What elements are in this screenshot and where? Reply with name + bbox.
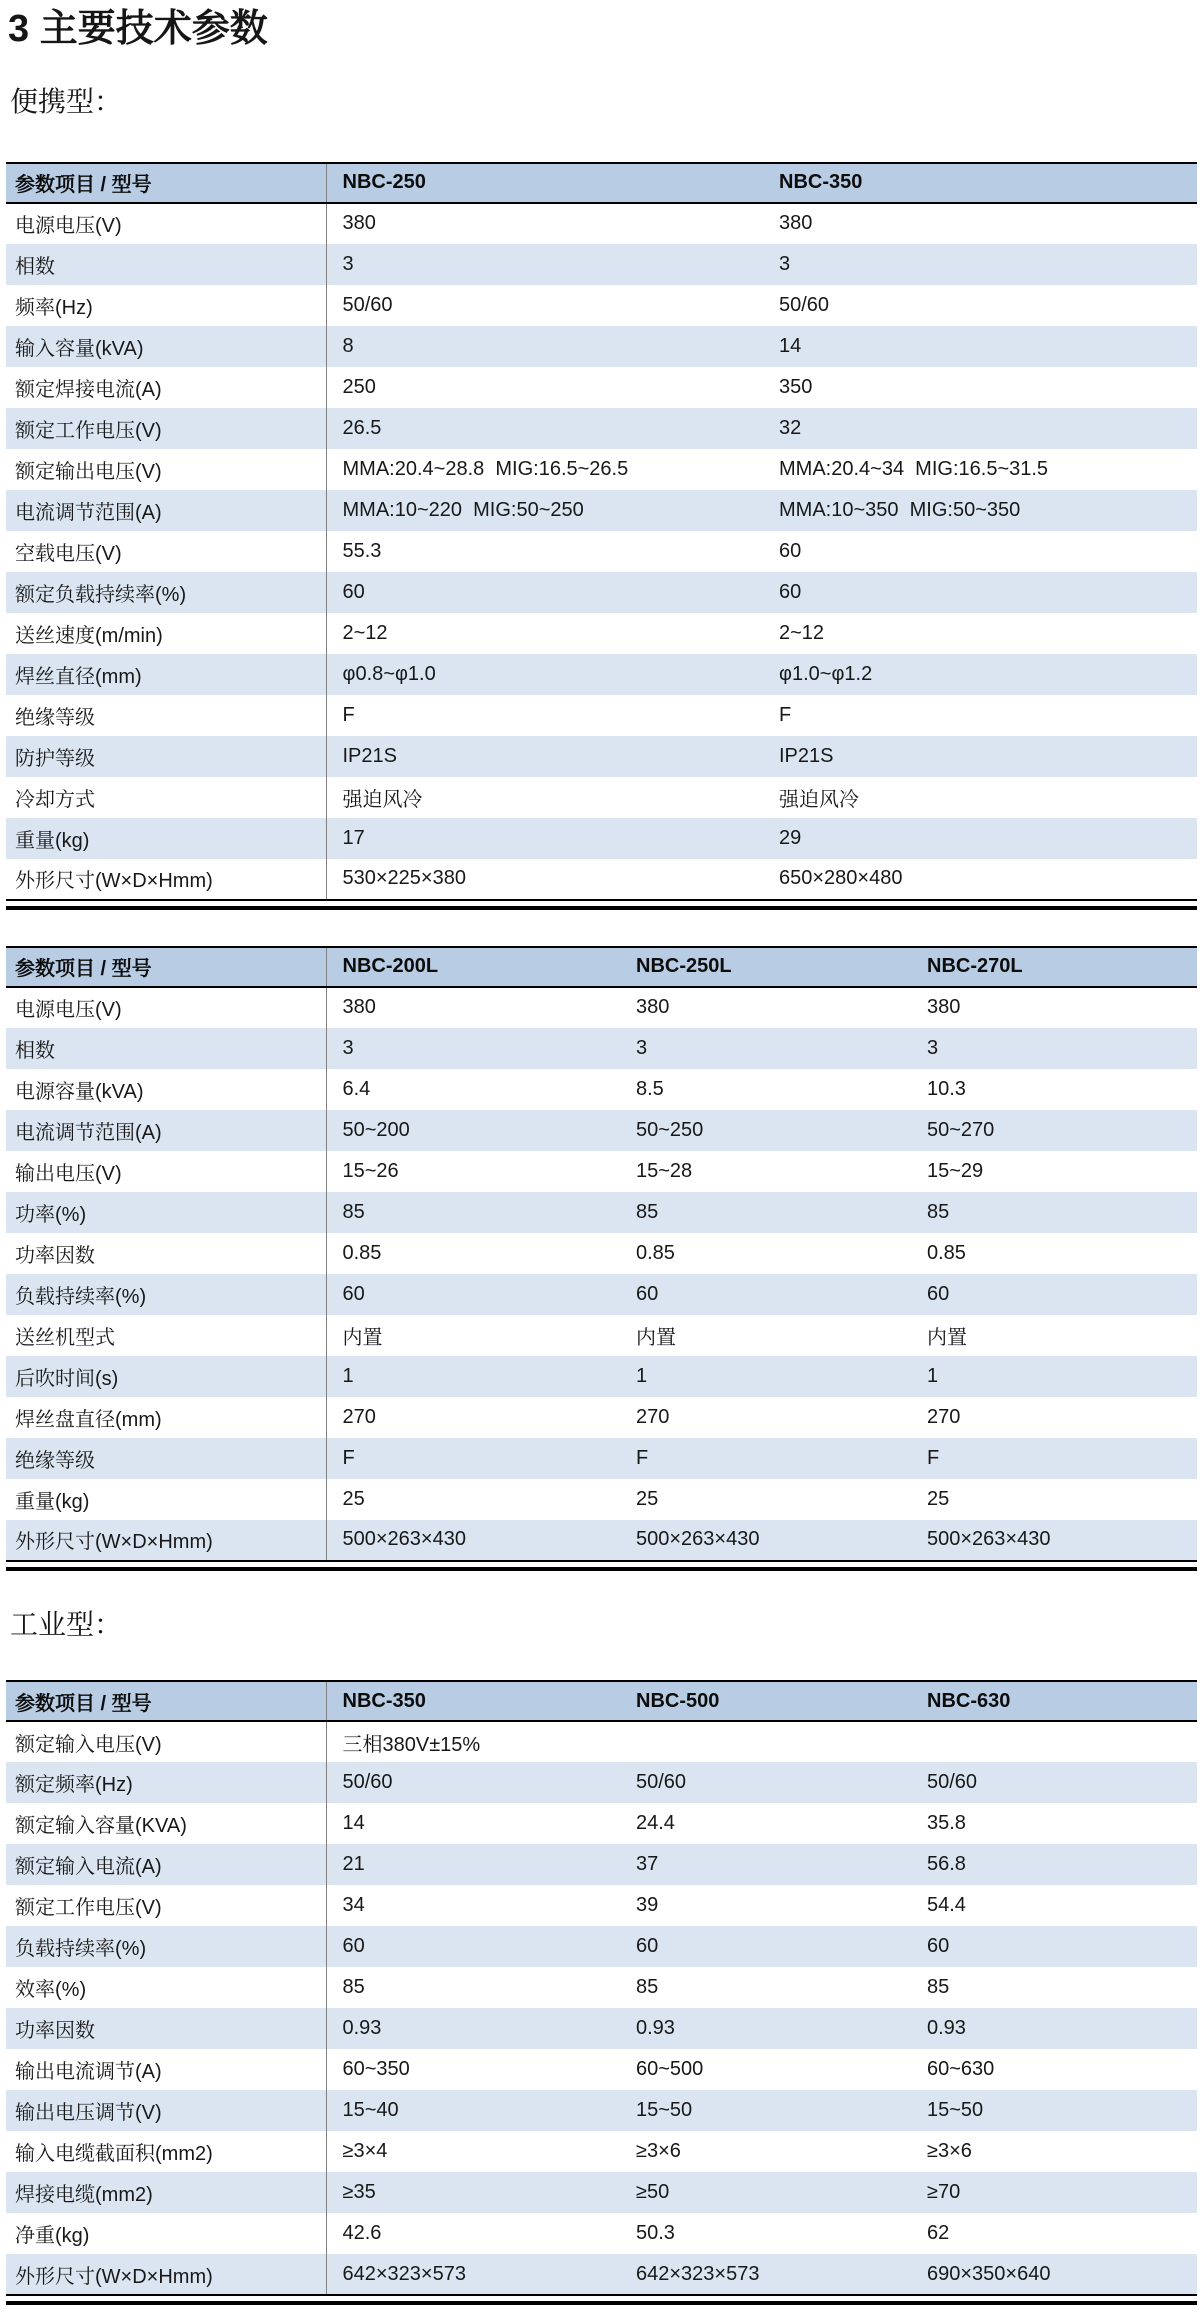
table-row	[6, 1110, 1197, 1151]
table-row	[6, 1356, 1197, 1397]
param-value-cell: 3	[326, 244, 763, 285]
table-row	[6, 2008, 1197, 2049]
param-value-cell: 60	[326, 572, 763, 613]
param-value-cell: 60	[326, 1274, 620, 1315]
param-value-cell: 270	[342, 1405, 376, 1428]
param-name-cell: 额定频率(Hz)	[6, 1762, 326, 1803]
param-name-cell: 额定输入电压(V)	[6, 1721, 326, 1762]
param-value-cell: 50/60	[620, 1762, 911, 1803]
param-name-cell: 送丝速度(m/min)	[6, 613, 326, 654]
param-name-cell: 相数	[6, 1028, 326, 1069]
param-value-cell: 15~50	[911, 2090, 1197, 2131]
header-model-cell: NBC-200L	[326, 947, 620, 987]
param-value-cell: 690×350×640	[911, 2254, 1197, 2295]
param-name-cell: 防护等级	[6, 736, 326, 777]
table-row	[6, 1233, 1197, 1274]
param-name-cell: 功率因数	[6, 1233, 326, 1274]
table-header-row	[6, 947, 1197, 987]
param-name-cell: 焊丝盘直径(mm)	[6, 1397, 326, 1438]
param-value-cell: φ0.8~φ1.0	[326, 654, 763, 695]
param-name-cell: 电源电压(V)	[6, 203, 326, 244]
param-value-cell: 60	[911, 1274, 1197, 1315]
param-value-cell: 35.8	[927, 1812, 966, 1835]
param-value-cell: 50/60	[342, 293, 393, 316]
param-name-cell: 外形尺寸(W×D×Hmm)	[6, 1520, 326, 1561]
param-value-cell: 14	[342, 1812, 365, 1835]
table-row	[6, 1721, 1197, 1762]
table-header-row	[6, 163, 1197, 203]
table-row	[6, 1069, 1197, 1110]
param-value-cell: F	[911, 1438, 1197, 1479]
table-row	[6, 1520, 1197, 1561]
param-value-cell: ≥3×6	[927, 2140, 972, 2163]
table-row	[6, 326, 1197, 367]
param-name-cell: 绝缘等级	[6, 1438, 326, 1479]
param-value-cell: 60	[763, 572, 1197, 613]
param-value-cell: F	[779, 703, 792, 726]
param-value-cell: 3	[911, 1028, 1197, 1069]
param-value-cell: 60	[620, 1926, 911, 1967]
param-value-cell: 0.93	[326, 2008, 620, 2049]
table-row	[6, 2090, 1197, 2131]
table-end-bar	[6, 906, 1197, 910]
param-value-cell: IP21S	[763, 736, 1197, 777]
param-value-cell: 14	[763, 326, 1197, 367]
table-end-bar	[6, 1567, 1197, 1571]
param-value-cell: 25	[927, 1487, 950, 1510]
param-name-cell: 功率(%)	[6, 1192, 326, 1233]
param-name-cell: 焊接电缆(mm2)	[6, 2172, 326, 2213]
param-value-cell: 380	[342, 996, 376, 1019]
param-name-cell: 额定负载持续率(%)	[6, 572, 326, 613]
section-label-industrial: 工业型：	[10, 1608, 123, 1640]
param-value-cell: 60	[326, 1926, 620, 1967]
param-value-cell: 270	[636, 1405, 670, 1428]
param-value-cell: 85	[636, 1976, 659, 1999]
header-model-cell: NBC-500	[620, 1681, 911, 1721]
table-row	[6, 613, 1197, 654]
param-name-cell: 额定工作电压(V)	[6, 408, 326, 449]
param-value-cell: 39	[636, 1894, 659, 1917]
param-name-cell: 外形尺寸(W×D×Hmm)	[6, 2254, 326, 2295]
param-name-cell: 额定输入电流(A)	[6, 1844, 326, 1885]
param-value-cell: 0.85	[927, 1241, 966, 1264]
page-title: 3 主要技术参数	[8, 8, 268, 50]
param-value-cell: 50~200	[326, 1110, 620, 1151]
param-value-cell: 85	[927, 1976, 950, 1999]
param-name-cell: 净重(kg)	[6, 2213, 326, 2254]
header-param-cell: 参数项目 / 型号	[6, 163, 326, 203]
table-body	[6, 1721, 1197, 2295]
param-value-cell: 15~40	[326, 2090, 620, 2131]
param-value-cell: 29	[763, 818, 1197, 859]
param-value-cell: MMA:10~350 MIG:50~350	[763, 490, 1197, 531]
document-page	[0, 8, 1200, 2305]
param-name-cell: 冷却方式	[6, 777, 326, 818]
param-value-cell: MMA:10~220 MIG:50~250	[326, 490, 763, 531]
table-row	[6, 1151, 1197, 1192]
table-row	[6, 1967, 1197, 2008]
table-row	[6, 1315, 1197, 1356]
table-header-row	[6, 1681, 1197, 1721]
table-row	[6, 572, 1197, 613]
param-value-cell: 530×225×380	[326, 859, 763, 900]
header-model-cell: NBC-350	[763, 163, 1197, 203]
param-value-cell: 0.93	[620, 2008, 911, 2049]
param-name-cell: 效率(%)	[6, 1967, 326, 2008]
table-row	[6, 449, 1197, 490]
param-name-cell: 额定焊接电流(A)	[6, 367, 326, 408]
param-value-cell: 42.6	[342, 2222, 382, 2245]
table-row	[6, 490, 1197, 531]
param-name-cell: 重量(kg)	[6, 818, 326, 859]
param-value-cell: 60~500	[636, 2058, 704, 2081]
param-value-cell: 强迫风冷	[779, 788, 859, 811]
param-value-cell: 85	[342, 1976, 365, 1999]
param-value-cell: ≥3×4	[342, 2140, 388, 2163]
param-value-cell: 56.8	[911, 1844, 1197, 1885]
param-value-cell: 380	[636, 996, 670, 1019]
param-name-cell: 输入电缆截面积(mm2)	[6, 2131, 326, 2172]
header-model-cell: NBC-250L	[620, 947, 911, 987]
param-value-cell: 55.3	[342, 539, 382, 562]
param-value-cell: 250	[342, 375, 376, 398]
param-name-cell: 后吹时间(s)	[6, 1356, 326, 1397]
param-value-cell: ≥70	[911, 2172, 1197, 2213]
table-end-bar	[6, 2301, 1197, 2305]
param-value-cell: 60~350	[342, 2058, 410, 2081]
param-value-cell: 3	[326, 1028, 620, 1069]
param-value-cell: 642×323×573	[326, 2254, 620, 2295]
param-name-cell: 负载持续率(%)	[6, 1926, 326, 1967]
table-body	[6, 987, 1197, 1561]
param-value-cell: 2~12	[779, 621, 825, 644]
param-value-cell: 60	[779, 539, 802, 562]
param-value-cell: 32	[763, 408, 1197, 449]
param-value-cell: 62	[927, 2222, 950, 2245]
table-row	[6, 818, 1197, 859]
param-value-cell: 1	[326, 1356, 620, 1397]
table-row	[6, 2049, 1197, 2090]
param-value-cell: 380	[779, 212, 813, 235]
table-row	[6, 1844, 1197, 1885]
section-label-portable: 便携型：	[10, 85, 123, 117]
param-name-cell: 输出电压调节(V)	[6, 2090, 326, 2131]
param-name-cell: 频率(Hz)	[6, 285, 326, 326]
table-row	[6, 1926, 1197, 1967]
param-value-cell: 内置	[636, 1326, 676, 1349]
param-value-cell: 85	[620, 1192, 911, 1233]
param-value-cell: 60	[620, 1274, 911, 1315]
param-value-cell: F	[342, 703, 355, 726]
param-value-cell: 50~250	[620, 1110, 911, 1151]
table-row	[6, 2254, 1197, 2295]
param-value-cell: 50~270	[911, 1110, 1197, 1151]
param-value-cell: 25	[342, 1487, 365, 1510]
param-value-cell: 0.85	[636, 1241, 675, 1264]
param-name-cell: 额定输出电压(V)	[6, 449, 326, 490]
param-value-cell: 85	[326, 1192, 620, 1233]
table-row	[6, 1397, 1197, 1438]
header-param-cell: 参数项目 / 型号	[6, 947, 326, 987]
table-row	[6, 408, 1197, 449]
table-row	[6, 203, 1197, 244]
param-value-cell: 24.4	[636, 1812, 675, 1835]
param-value-cell: 10.3	[927, 1077, 966, 1100]
param-value-cell: 50/60	[911, 1762, 1197, 1803]
param-value-cell: 15~26	[342, 1159, 399, 1182]
param-value-cell: 25	[636, 1487, 659, 1510]
param-name-cell: 外形尺寸(W×D×Hmm)	[6, 859, 326, 900]
param-value-cell: 50/60	[779, 293, 830, 316]
param-value-cell: ≥3×6	[636, 2140, 681, 2163]
table-row	[6, 531, 1197, 572]
param-value-cell: 21	[326, 1844, 620, 1885]
portable-spec-table-1	[6, 162, 1197, 901]
param-value-cell: 650×280×480	[763, 859, 1197, 900]
table-row	[6, 2131, 1197, 2172]
param-value-cell: 内置	[342, 1326, 383, 1349]
param-name-cell: 绝缘等级	[6, 695, 326, 736]
table-row	[6, 1192, 1197, 1233]
table-row	[6, 1803, 1197, 1844]
param-name-cell: 输出电流调节(A)	[6, 2049, 326, 2090]
param-value-cell: MMA:20.4~34 MIG:16.5~31.5	[779, 457, 1049, 480]
param-value-cell: 500×263×430	[326, 1520, 620, 1561]
param-name-cell: 相数	[6, 244, 326, 285]
table-row	[6, 367, 1197, 408]
param-value-cell: 50.3	[636, 2222, 675, 2245]
param-value-cell: F	[620, 1438, 911, 1479]
param-value-cell: 380	[342, 212, 376, 235]
param-value-cell: 54.4	[927, 1894, 966, 1917]
param-value-cell: 内置	[927, 1326, 967, 1349]
param-value-cell: 15~28	[636, 1159, 693, 1182]
table-row	[6, 859, 1197, 900]
param-name-cell: 额定输入容量(KVA)	[6, 1803, 326, 1844]
param-name-cell: 输入容量(kVA)	[6, 326, 326, 367]
param-value-cell: MMA:20.4~28.8 MIG:16.5~26.5	[342, 457, 629, 480]
portable-spec-table-2	[6, 946, 1197, 1562]
header-model-cell: NBC-350	[326, 1681, 620, 1721]
param-name-cell: 电源电压(V)	[6, 987, 326, 1028]
param-value-cell: 500×263×430	[620, 1520, 911, 1561]
param-value-cell: IP21S	[326, 736, 763, 777]
table-row	[6, 1438, 1197, 1479]
table-header-row	[6, 1681, 1197, 1721]
table-row	[6, 987, 1197, 1028]
table-row	[6, 1274, 1197, 1315]
table-row	[6, 2172, 1197, 2213]
param-name-cell: 焊丝直径(mm)	[6, 654, 326, 695]
header-model-cell: NBC-270L	[911, 947, 1197, 987]
param-value-cell: 强迫风冷	[342, 788, 423, 811]
param-name-cell: 电源容量(kVA)	[6, 1069, 326, 1110]
param-value-cell: 37	[620, 1844, 911, 1885]
param-value-cell: ≥50	[620, 2172, 911, 2213]
table-row	[6, 1762, 1197, 1803]
param-value-cell: 500×263×430	[911, 1520, 1197, 1561]
param-name-cell: 电流调节范围(A)	[6, 490, 326, 531]
param-value-cell: 15~29	[927, 1159, 984, 1182]
param-value-cell: 50/60	[326, 1762, 620, 1803]
table-row	[6, 1479, 1197, 1520]
param-name-cell: 功率因数	[6, 2008, 326, 2049]
param-value-cell: 350	[779, 375, 813, 398]
table-row	[6, 2213, 1197, 2254]
param-value-cell: 15~50	[620, 2090, 911, 2131]
param-value-cell: 0.85	[342, 1241, 382, 1264]
table-row	[6, 1028, 1197, 1069]
table-row	[6, 654, 1197, 695]
param-value-cell: 1	[620, 1356, 911, 1397]
param-value-cell: 2~12	[342, 621, 388, 644]
param-value-cell: 642×323×573	[620, 2254, 911, 2295]
header-model-cell: NBC-630	[911, 1681, 1197, 1721]
param-value-cell: 17	[326, 818, 763, 859]
param-value-cell: ≥35	[326, 2172, 620, 2213]
param-value-cell: 26.5	[326, 408, 763, 449]
table-row	[6, 736, 1197, 777]
param-value-cell: 85	[911, 1192, 1197, 1233]
param-name-cell: 负载持续率(%)	[6, 1274, 326, 1315]
param-value-cell: φ1.0~φ1.2	[763, 654, 1197, 695]
table-header-row	[6, 947, 1197, 987]
table-row	[6, 695, 1197, 736]
param-value-cell: 270	[927, 1405, 961, 1428]
param-value-cell: 60~630	[927, 2058, 995, 2081]
param-value-cell: 380	[927, 996, 961, 1019]
header-param-cell: 参数项目 / 型号	[6, 1681, 326, 1721]
param-value-cell: 6.4	[342, 1077, 371, 1100]
table-row	[6, 285, 1197, 326]
industrial-spec-table	[6, 1680, 1197, 2296]
table-header-row	[6, 163, 1197, 203]
param-value-cell: 34	[342, 1894, 365, 1917]
param-name-cell: 电流调节范围(A)	[6, 1110, 326, 1151]
table-row	[6, 244, 1197, 285]
param-value-cell: 60	[911, 1926, 1197, 1967]
table-row	[6, 777, 1197, 818]
param-value-cell: 1	[911, 1356, 1197, 1397]
param-value-cell: 8.5	[636, 1077, 664, 1100]
param-name-cell: 额定工作电压(V)	[6, 1885, 326, 1926]
header-model-cell: NBC-250	[326, 163, 763, 203]
param-value-cell: 3	[763, 244, 1197, 285]
param-value-cell: 0.93	[911, 2008, 1197, 2049]
param-value-cell: 3	[620, 1028, 911, 1069]
param-value-cell: 8	[326, 326, 763, 367]
param-name-cell: 重量(kg)	[6, 1479, 326, 1520]
param-name-cell: 空载电压(V)	[6, 531, 326, 572]
param-value-cell: 三相380V±15%	[342, 1733, 481, 1756]
param-value-cell: F	[326, 1438, 620, 1479]
param-name-cell: 输出电压(V)	[6, 1151, 326, 1192]
param-name-cell: 送丝机型式	[6, 1315, 326, 1356]
table-row	[6, 1885, 1197, 1926]
table-body	[6, 203, 1197, 900]
